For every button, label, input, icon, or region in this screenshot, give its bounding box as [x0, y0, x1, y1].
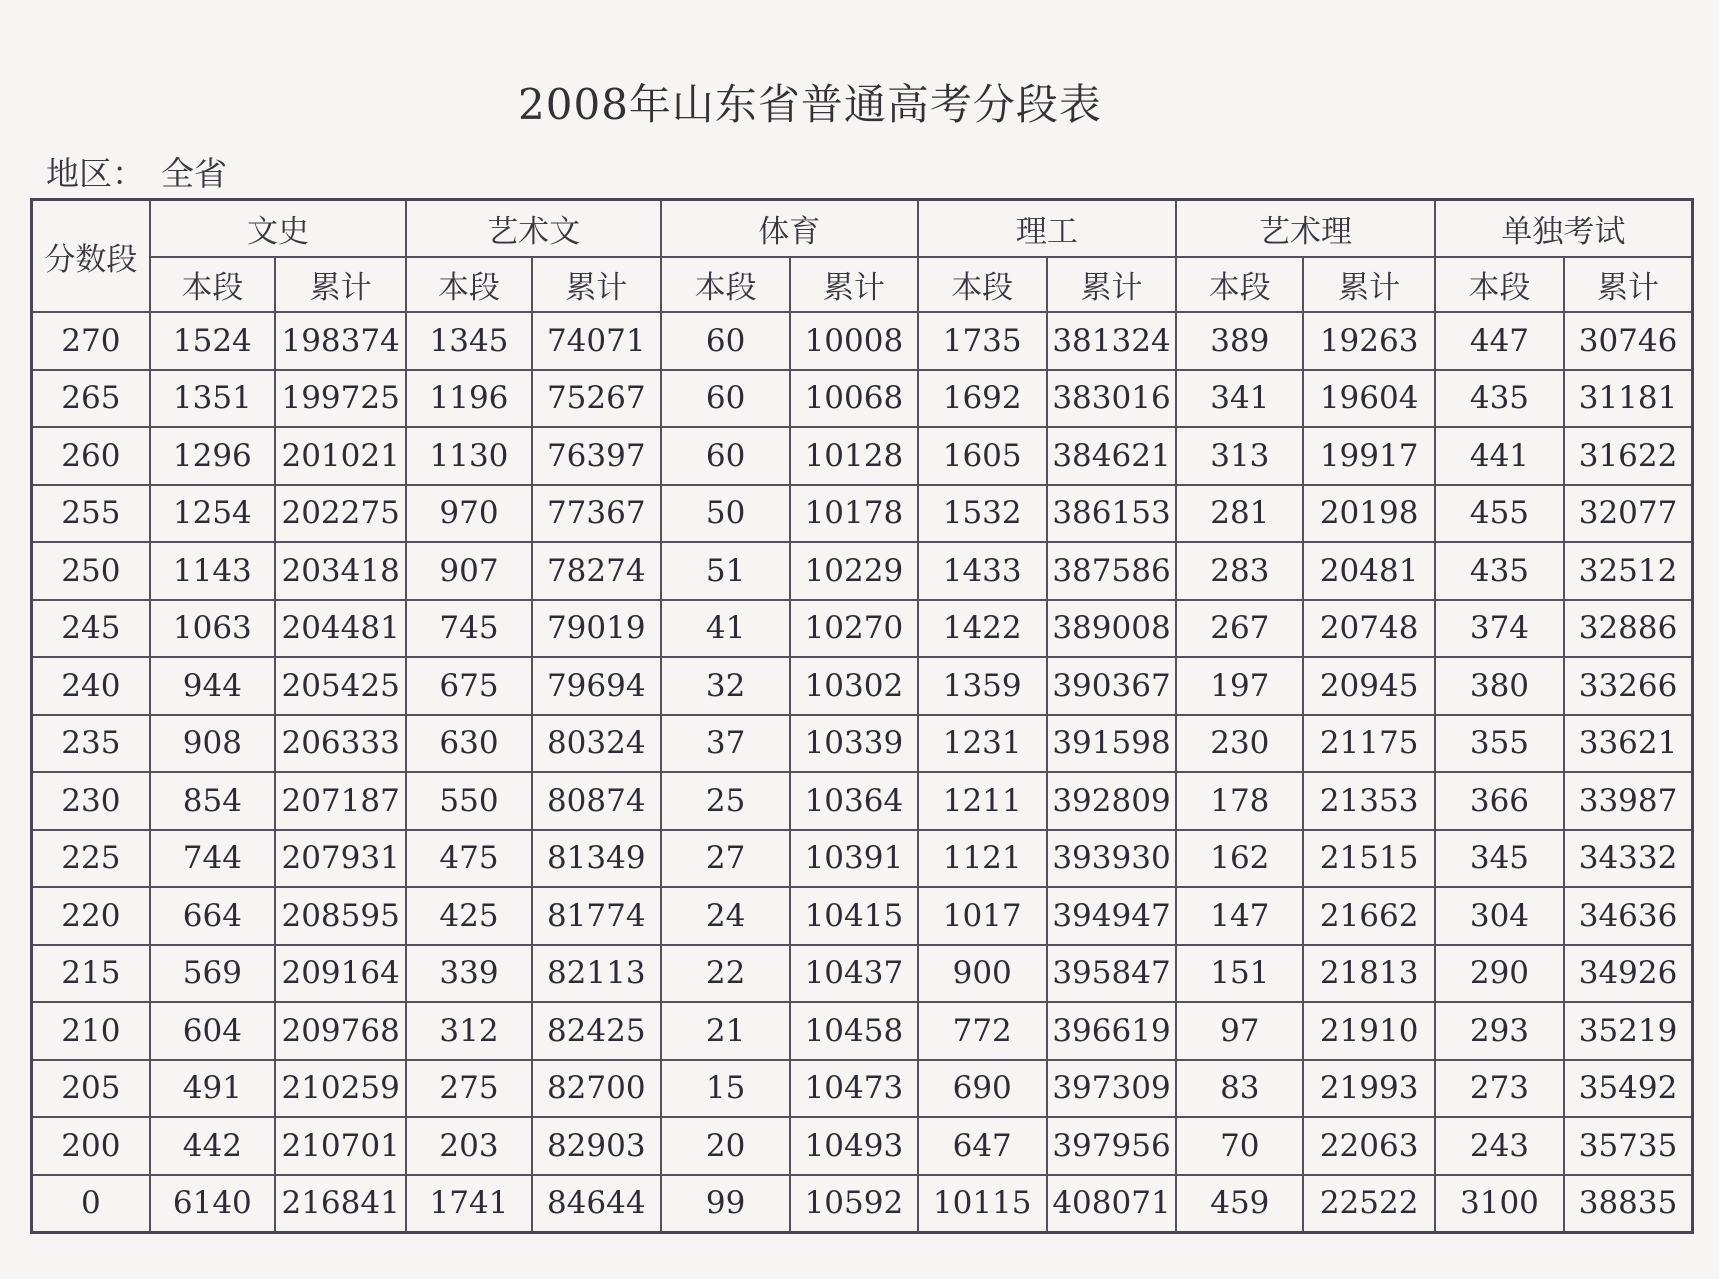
score-range-cell: 215 — [32, 945, 150, 1003]
table-row — [32, 485, 1693, 543]
table-cell: 425 — [406, 887, 531, 945]
table-cell: 74071 — [532, 312, 661, 370]
table-cell: 1433 — [918, 542, 1047, 600]
table-cell: 387586 — [1047, 542, 1176, 600]
table-cell: 21662 — [1303, 887, 1434, 945]
table-cell: 162 — [1176, 830, 1303, 888]
table-cell: 21353 — [1303, 772, 1434, 830]
table-cell: 1735 — [918, 312, 1047, 370]
table-cell: 854 — [150, 772, 275, 830]
table-cell: 35219 — [1564, 1002, 1692, 1060]
table-cell: 77367 — [532, 485, 661, 543]
table-cell: 22 — [661, 945, 790, 1003]
table-cell: 1532 — [918, 485, 1047, 543]
table-cell: 10415 — [790, 887, 917, 945]
table-cell: 391598 — [1047, 715, 1176, 773]
table-cell: 202275 — [275, 485, 406, 543]
table-cell: 35735 — [1564, 1117, 1692, 1175]
table-cell: 744 — [150, 830, 275, 888]
table-row — [32, 657, 1693, 715]
score-range-cell: 240 — [32, 657, 150, 715]
table-cell: 34926 — [1564, 945, 1692, 1003]
table-cell: 772 — [918, 1002, 1047, 1060]
table-cell: 1296 — [150, 427, 275, 485]
score-range-cell: 205 — [32, 1060, 150, 1118]
table-cell: 20 — [661, 1117, 790, 1175]
score-range-header: 分数段 — [32, 200, 150, 313]
table-cell: 604 — [150, 1002, 275, 1060]
table-cell: 32886 — [1564, 600, 1692, 658]
table-cell: 38835 — [1564, 1175, 1692, 1233]
table-cell: 10068 — [790, 370, 917, 428]
table-cell: 33621 — [1564, 715, 1692, 773]
table-cell: 70 — [1176, 1117, 1303, 1175]
score-range-cell: 0 — [32, 1175, 150, 1233]
cumulative-header: 累计 — [790, 257, 917, 312]
table-cell: 1351 — [150, 370, 275, 428]
table-cell: 690 — [918, 1060, 1047, 1118]
table-cell: 10493 — [790, 1117, 917, 1175]
table-row — [32, 715, 1693, 773]
table-cell: 41 — [661, 600, 790, 658]
table-cell: 208595 — [275, 887, 406, 945]
score-distribution-table — [30, 198, 1694, 1234]
table-cell: 312 — [406, 1002, 531, 1060]
table-cell: 22522 — [1303, 1175, 1434, 1233]
table-row — [32, 1175, 1693, 1233]
table-cell: 1524 — [150, 312, 275, 370]
table-cell: 19263 — [1303, 312, 1434, 370]
table-cell: 396619 — [1047, 1002, 1176, 1060]
table-cell: 21910 — [1303, 1002, 1434, 1060]
table-cell: 147 — [1176, 887, 1303, 945]
table-cell: 83 — [1176, 1060, 1303, 1118]
table-row — [32, 772, 1693, 830]
table-cell: 1692 — [918, 370, 1047, 428]
table-cell: 206333 — [275, 715, 406, 773]
table-cell: 380 — [1435, 657, 1564, 715]
table-cell: 339 — [406, 945, 531, 1003]
table-cell: 394947 — [1047, 887, 1176, 945]
table-cell: 383016 — [1047, 370, 1176, 428]
current-segment-header: 本段 — [406, 257, 531, 312]
table-cell: 647 — [918, 1117, 1047, 1175]
table-cell: 1605 — [918, 427, 1047, 485]
table-cell: 1359 — [918, 657, 1047, 715]
score-range-cell: 270 — [32, 312, 150, 370]
table-cell: 78274 — [532, 542, 661, 600]
table-cell: 491 — [150, 1060, 275, 1118]
group-header: 理工 — [918, 200, 1177, 258]
table-cell: 201021 — [275, 427, 406, 485]
score-range-cell: 255 — [32, 485, 150, 543]
group-header: 艺术文 — [406, 200, 661, 258]
table-cell: 345 — [1435, 830, 1564, 888]
score-range-cell: 265 — [32, 370, 150, 428]
table-cell: 32512 — [1564, 542, 1692, 600]
table-cell: 970 — [406, 485, 531, 543]
table-row — [32, 312, 1693, 370]
region-line — [46, 148, 243, 195]
current-segment-header: 本段 — [1435, 257, 1564, 312]
table-cell: 178 — [1176, 772, 1303, 830]
group-header: 文史 — [150, 200, 407, 258]
table-cell: 1254 — [150, 485, 275, 543]
table-cell: 475 — [406, 830, 531, 888]
table-cell: 390367 — [1047, 657, 1176, 715]
score-range-cell: 245 — [32, 600, 150, 658]
table-cell: 341 — [1176, 370, 1303, 428]
table-cell: 79694 — [532, 657, 661, 715]
table-row — [32, 830, 1693, 888]
table-cell: 395847 — [1047, 945, 1176, 1003]
group-header-row — [32, 200, 1693, 258]
table-cell: 664 — [150, 887, 275, 945]
table-cell: 197 — [1176, 657, 1303, 715]
table-cell: 199725 — [275, 370, 406, 428]
table-cell: 34636 — [1564, 887, 1692, 945]
table-cell: 10008 — [790, 312, 917, 370]
table-cell: 10592 — [790, 1175, 917, 1233]
score-range-cell: 200 — [32, 1117, 150, 1175]
table-cell: 203 — [406, 1117, 531, 1175]
table-cell: 281 — [1176, 485, 1303, 543]
table-cell: 76397 — [532, 427, 661, 485]
current-segment-header: 本段 — [661, 257, 790, 312]
table-cell: 630 — [406, 715, 531, 773]
table-cell: 15 — [661, 1060, 790, 1118]
table-cell: 21993 — [1303, 1060, 1434, 1118]
region-label: 地区： — [46, 154, 145, 193]
region-value: 全省 — [161, 154, 227, 193]
score-range-cell: 210 — [32, 1002, 150, 1060]
table-cell: 1063 — [150, 600, 275, 658]
group-header: 单独考试 — [1435, 200, 1693, 258]
cumulative-header: 累计 — [532, 257, 661, 312]
table-row — [32, 370, 1693, 428]
table-cell: 20945 — [1303, 657, 1434, 715]
page-title: 2008年山东省普通高考分段表 — [518, 80, 1102, 129]
table-cell: 210259 — [275, 1060, 406, 1118]
table-cell: 82903 — [532, 1117, 661, 1175]
group-header: 艺术理 — [1176, 200, 1435, 258]
table-cell: 75267 — [532, 370, 661, 428]
table-cell: 389 — [1176, 312, 1303, 370]
table-cell: 900 — [918, 945, 1047, 1003]
table-cell: 392809 — [1047, 772, 1176, 830]
table-cell: 397956 — [1047, 1117, 1176, 1175]
table-cell: 6140 — [150, 1175, 275, 1233]
table-cell: 82700 — [532, 1060, 661, 1118]
table-cell: 10128 — [790, 427, 917, 485]
table-cell: 267 — [1176, 600, 1303, 658]
table-cell: 1130 — [406, 427, 531, 485]
table-cell: 366 — [1435, 772, 1564, 830]
current-segment-header: 本段 — [1176, 257, 1303, 312]
table-cell: 21515 — [1303, 830, 1434, 888]
table-cell: 33987 — [1564, 772, 1692, 830]
table-cell: 205425 — [275, 657, 406, 715]
table-row — [32, 945, 1693, 1003]
table-cell: 1231 — [918, 715, 1047, 773]
table-cell: 3100 — [1435, 1175, 1564, 1233]
table-cell: 408071 — [1047, 1175, 1176, 1233]
table-cell: 313 — [1176, 427, 1303, 485]
table-row — [32, 1060, 1693, 1118]
table-cell: 1121 — [918, 830, 1047, 888]
table-cell: 37 — [661, 715, 790, 773]
table-row — [32, 1117, 1693, 1175]
table-cell: 10302 — [790, 657, 917, 715]
table-cell: 435 — [1435, 370, 1564, 428]
table-row — [32, 887, 1693, 945]
table-cell: 216841 — [275, 1175, 406, 1233]
table-cell: 99 — [661, 1175, 790, 1233]
table-cell: 374 — [1435, 600, 1564, 658]
current-segment-header: 本段 — [918, 257, 1047, 312]
group-header: 体育 — [661, 200, 918, 258]
table-cell: 10115 — [918, 1175, 1047, 1233]
table-cell: 21 — [661, 1002, 790, 1060]
table-cell: 79019 — [532, 600, 661, 658]
table-cell: 97 — [1176, 1002, 1303, 1060]
table-cell: 389008 — [1047, 600, 1176, 658]
table-cell: 675 — [406, 657, 531, 715]
table-cell: 27 — [661, 830, 790, 888]
table-cell: 24 — [661, 887, 790, 945]
score-range-cell: 220 — [32, 887, 150, 945]
table-cell: 10178 — [790, 485, 917, 543]
table-cell: 1143 — [150, 542, 275, 600]
cumulative-header: 累计 — [1564, 257, 1692, 312]
table-cell: 207931 — [275, 830, 406, 888]
table-cell: 80324 — [532, 715, 661, 773]
cumulative-header: 累计 — [275, 257, 406, 312]
table-cell: 81774 — [532, 887, 661, 945]
table-cell: 442 — [150, 1117, 275, 1175]
table-cell: 569 — [150, 945, 275, 1003]
table-cell: 35492 — [1564, 1060, 1692, 1118]
table-cell: 51 — [661, 542, 790, 600]
table-cell: 32077 — [1564, 485, 1692, 543]
table-cell: 81349 — [532, 830, 661, 888]
cumulative-header: 累计 — [1047, 257, 1176, 312]
table-cell: 84644 — [532, 1175, 661, 1233]
table-cell: 22063 — [1303, 1117, 1434, 1175]
table-cell: 19917 — [1303, 427, 1434, 485]
table-cell: 203418 — [275, 542, 406, 600]
table-cell: 243 — [1435, 1117, 1564, 1175]
table-cell: 435 — [1435, 542, 1564, 600]
table-cell: 290 — [1435, 945, 1564, 1003]
table-cell: 60 — [661, 312, 790, 370]
table-row — [32, 542, 1693, 600]
table-cell: 50 — [661, 485, 790, 543]
table-cell: 34332 — [1564, 830, 1692, 888]
table-cell: 745 — [406, 600, 531, 658]
table-cell: 275 — [406, 1060, 531, 1118]
score-range-cell: 225 — [32, 830, 150, 888]
table-cell: 550 — [406, 772, 531, 830]
table-cell: 908 — [150, 715, 275, 773]
table-cell: 10473 — [790, 1060, 917, 1118]
table-cell: 10229 — [790, 542, 917, 600]
table-cell: 30746 — [1564, 312, 1692, 370]
table-cell: 20198 — [1303, 485, 1434, 543]
score-range-cell: 235 — [32, 715, 150, 773]
table-cell: 283 — [1176, 542, 1303, 600]
current-segment-header: 本段 — [150, 257, 275, 312]
table-cell: 10458 — [790, 1002, 917, 1060]
table-cell: 455 — [1435, 485, 1564, 543]
table-cell: 441 — [1435, 427, 1564, 485]
table-cell: 204481 — [275, 600, 406, 658]
table-cell: 304 — [1435, 887, 1564, 945]
table-cell: 80874 — [532, 772, 661, 830]
table-cell: 381324 — [1047, 312, 1176, 370]
table-cell: 273 — [1435, 1060, 1564, 1118]
table-cell: 10339 — [790, 715, 917, 773]
table-cell: 31181 — [1564, 370, 1692, 428]
table-cell: 32 — [661, 657, 790, 715]
table-cell: 207187 — [275, 772, 406, 830]
sub-header-row — [32, 257, 1693, 312]
score-range-cell: 230 — [32, 772, 150, 830]
table-cell: 209768 — [275, 1002, 406, 1060]
table-cell: 393930 — [1047, 830, 1176, 888]
score-range-cell: 250 — [32, 542, 150, 600]
table-cell: 60 — [661, 370, 790, 428]
table-cell: 210701 — [275, 1117, 406, 1175]
table-cell: 19604 — [1303, 370, 1434, 428]
table-cell: 386153 — [1047, 485, 1176, 543]
table-cell: 25 — [661, 772, 790, 830]
table-cell: 1345 — [406, 312, 531, 370]
table-cell: 60 — [661, 427, 790, 485]
table-body — [32, 312, 1693, 1233]
table-cell: 1017 — [918, 887, 1047, 945]
table-row — [32, 427, 1693, 485]
table-cell: 230 — [1176, 715, 1303, 773]
table-cell: 10364 — [790, 772, 917, 830]
table-row — [32, 1002, 1693, 1060]
table-cell: 10437 — [790, 945, 917, 1003]
table-cell: 907 — [406, 542, 531, 600]
table-cell: 1196 — [406, 370, 531, 428]
table-cell: 82113 — [532, 945, 661, 1003]
cumulative-header: 累计 — [1303, 257, 1434, 312]
table-cell: 447 — [1435, 312, 1564, 370]
table-cell: 1211 — [918, 772, 1047, 830]
table-cell: 293 — [1435, 1002, 1564, 1060]
table-cell: 384621 — [1047, 427, 1176, 485]
table-row — [32, 600, 1693, 658]
table-cell: 1422 — [918, 600, 1047, 658]
table-cell: 20748 — [1303, 600, 1434, 658]
table-cell: 397309 — [1047, 1060, 1176, 1118]
table-cell: 209164 — [275, 945, 406, 1003]
table-cell: 198374 — [275, 312, 406, 370]
table-cell: 10270 — [790, 600, 917, 658]
table-cell: 10391 — [790, 830, 917, 888]
table-cell: 355 — [1435, 715, 1564, 773]
table-cell: 944 — [150, 657, 275, 715]
table-cell: 82425 — [532, 1002, 661, 1060]
table-cell: 459 — [1176, 1175, 1303, 1233]
score-range-cell: 260 — [32, 427, 150, 485]
table-cell: 33266 — [1564, 657, 1692, 715]
table-cell: 21813 — [1303, 945, 1434, 1003]
table-cell: 151 — [1176, 945, 1303, 1003]
table-cell: 21175 — [1303, 715, 1434, 773]
table-cell: 31622 — [1564, 427, 1692, 485]
table-cell: 1741 — [406, 1175, 531, 1233]
table-cell: 20481 — [1303, 542, 1434, 600]
